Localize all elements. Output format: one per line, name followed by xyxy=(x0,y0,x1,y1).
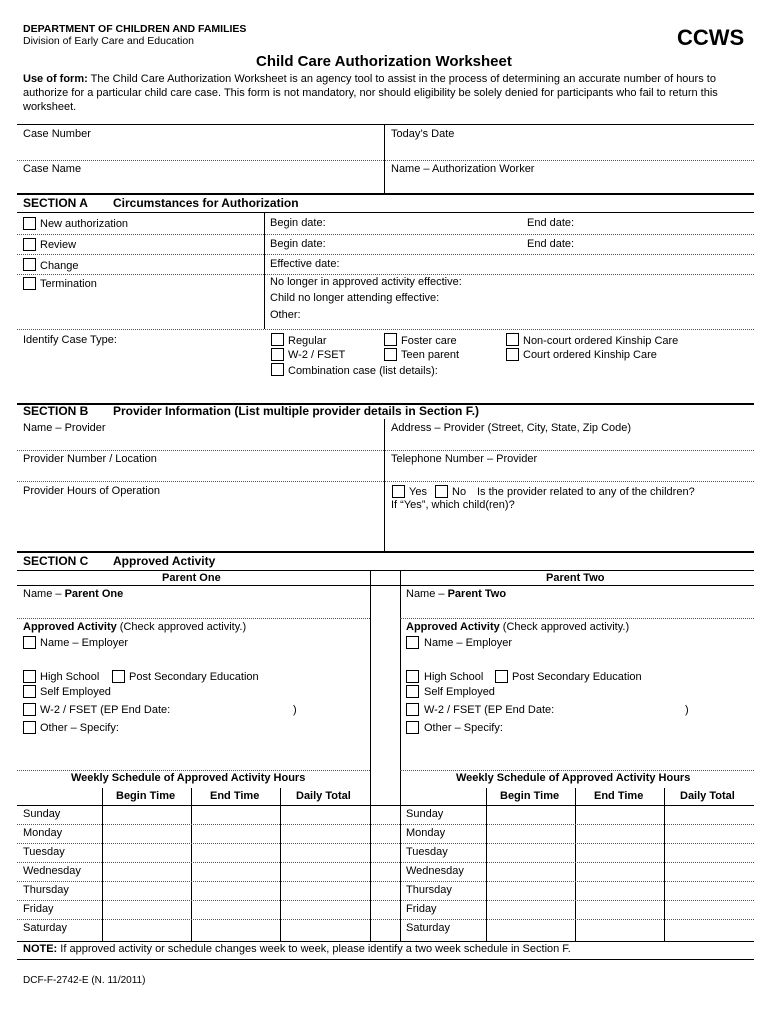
case-number-field[interactable]: Case Number xyxy=(23,128,91,140)
p1-other-label: Other – Specify: xyxy=(40,722,119,734)
p1-day-monday: Monday xyxy=(23,827,63,839)
form-code: CCWS xyxy=(677,25,745,50)
court-kinship-checkbox[interactable] xyxy=(506,348,519,361)
use-of-form-line-2: authorize for a particular child care case. This form is not mandatory, nor should eligibility be solely denied for participants who fail to return this xyxy=(23,87,718,99)
p1-begin-time-header: Begin Time xyxy=(116,790,176,802)
p2-w2-label: W-2 / FSET (EP End Date: xyxy=(424,704,555,716)
combination-case-label: Combination case (list details): xyxy=(288,365,438,377)
p1-w2-label: W-2 / FSET (EP End Date: xyxy=(40,704,171,716)
p1-high-school-checkbox[interactable] xyxy=(23,670,36,683)
w2-fset-checkbox[interactable] xyxy=(271,348,284,361)
parent-one-approved-activity: Approved Activity (Check approved activity.) xyxy=(23,621,247,633)
other-field[interactable]: Other: xyxy=(270,309,301,321)
p1-self-employed-label: Self Employed xyxy=(40,686,111,698)
p2-day-wednesday: Wednesday xyxy=(406,865,464,877)
section-a-title: Circumstances for Authorization xyxy=(113,196,299,210)
noncourt-kinship-label: Non-court ordered Kinship Care xyxy=(523,335,679,347)
p2-begin-time-header: Begin Time xyxy=(500,790,560,802)
p1-other-checkbox[interactable] xyxy=(23,721,36,734)
parent-two-approved-activity: Approved Activity (Check approved activity.) xyxy=(406,621,630,633)
use-of-form-line-3: worksheet. xyxy=(23,101,77,113)
teen-parent-checkbox[interactable] xyxy=(384,348,397,361)
p1-employer-checkbox[interactable] xyxy=(23,636,36,649)
w2-fset-label: W-2 / FSET xyxy=(288,349,346,361)
which-children-field[interactable]: If “Yes”, which child(ren)? xyxy=(391,499,515,511)
division-name: Division of Early Care and Education xyxy=(23,35,195,47)
p2-self-employed-checkbox[interactable] xyxy=(406,685,419,698)
section-c-label: SECTION C xyxy=(23,554,89,568)
p2-w2-close: ) xyxy=(685,704,689,716)
todays-date-field[interactable]: Today’s Date xyxy=(391,128,455,140)
parent-one-header: Parent One xyxy=(162,572,221,584)
termination-checkbox[interactable] xyxy=(23,277,36,290)
case-name-field[interactable]: Case Name xyxy=(23,163,82,175)
termination-label: Termination xyxy=(40,278,97,290)
p2-day-tuesday: Tuesday xyxy=(406,846,448,858)
p1-w2-checkbox[interactable] xyxy=(23,703,36,716)
p2-end-time-header: End Time xyxy=(594,790,644,802)
p2-schedule-title: Weekly Schedule of Approved Activity Hours xyxy=(456,772,691,784)
p2-other-checkbox[interactable] xyxy=(406,721,419,734)
p2-self-employed-label: Self Employed xyxy=(424,686,495,698)
p1-day-saturday: Saturday xyxy=(23,922,68,934)
p2-employer-label: Name – Employer xyxy=(424,637,513,649)
p1-daily-total-header: Daily Total xyxy=(296,790,351,802)
noncourt-kinship-checkbox[interactable] xyxy=(506,333,519,346)
note: NOTE: If approved activity or schedule changes week to week, please identify a two week schedule in Section F. xyxy=(23,943,571,955)
new-auth-end-date[interactable]: End date: xyxy=(527,217,575,229)
p2-post-secondary-label: Post Secondary Education xyxy=(512,671,642,683)
p2-other-label: Other – Specify: xyxy=(424,722,503,734)
related-question: Is the provider related to any of the children? xyxy=(477,486,695,498)
section-c-title: Approved Activity xyxy=(113,554,216,568)
related-yes-label: Yes xyxy=(409,486,427,498)
department-name: DEPARTMENT OF CHILDREN AND FAMILIES xyxy=(23,23,247,35)
regular-label: Regular xyxy=(288,335,327,347)
p2-day-saturday: Saturday xyxy=(406,922,451,934)
review-checkbox[interactable] xyxy=(23,238,36,251)
effective-date-field[interactable]: Effective date: xyxy=(270,258,340,270)
review-end-date[interactable]: End date: xyxy=(527,238,575,250)
related-yes-checkbox[interactable] xyxy=(392,485,405,498)
provider-hours-field[interactable]: Provider Hours of Operation xyxy=(23,485,160,497)
p2-daily-total-header: Daily Total xyxy=(680,790,735,802)
parent-two-name-field[interactable]: Name – Parent Two xyxy=(406,588,507,600)
foster-care-label: Foster care xyxy=(401,335,457,347)
provider-address-field[interactable]: Address – Provider (Street, City, State, Zip Code) xyxy=(391,422,632,434)
page-title: Child Care Authorization Worksheet xyxy=(256,53,512,70)
p1-employer-label: Name – Employer xyxy=(40,637,129,649)
p2-high-school-checkbox[interactable] xyxy=(406,670,419,683)
related-no-checkbox[interactable] xyxy=(435,485,448,498)
teen-parent-label: Teen parent xyxy=(401,349,460,361)
new-authorization-checkbox[interactable] xyxy=(23,217,36,230)
review-begin-date[interactable]: Begin date: xyxy=(270,238,326,250)
section-b-label: SECTION B xyxy=(23,404,89,418)
p1-schedule-title: Weekly Schedule of Approved Activity Hours xyxy=(71,772,306,784)
child-no-longer-attending-field[interactable]: Child no longer attending effective: xyxy=(270,292,440,304)
p2-w2-checkbox[interactable] xyxy=(406,703,419,716)
p1-day-friday: Friday xyxy=(23,903,54,915)
p2-post-secondary-checkbox[interactable] xyxy=(495,670,508,683)
change-label: Change xyxy=(40,260,79,272)
related-no-label: No xyxy=(452,486,467,498)
use-of-form-line-1: Use of form: The Child Care Authorization Worksheet is an agency tool to assist in the process of determining an accurate number of hours to xyxy=(23,73,716,85)
p2-day-friday: Friday xyxy=(406,903,437,915)
provider-phone-field[interactable]: Telephone Number – Provider xyxy=(391,453,538,465)
p2-day-sunday: Sunday xyxy=(406,808,444,820)
p1-post-secondary-checkbox[interactable] xyxy=(112,670,125,683)
p1-post-secondary-label: Post Secondary Education xyxy=(129,671,259,683)
case-type-label: Identify Case Type: xyxy=(23,334,117,346)
provider-name-field[interactable]: Name – Provider xyxy=(23,422,106,434)
p2-employer-checkbox[interactable] xyxy=(406,636,419,649)
p1-self-employed-checkbox[interactable] xyxy=(23,685,36,698)
regular-checkbox[interactable] xyxy=(271,333,284,346)
p1-day-thursday: Thursday xyxy=(23,884,69,896)
p2-high-school-label: High School xyxy=(424,671,484,683)
foster-care-checkbox[interactable] xyxy=(384,333,397,346)
p1-high-school-label: High School xyxy=(40,671,100,683)
p2-day-monday: Monday xyxy=(406,827,446,839)
no-longer-activity-field[interactable]: No longer in approved activity effective: xyxy=(270,276,462,288)
court-kinship-label: Court ordered Kinship Care xyxy=(523,349,657,361)
p1-end-time-header: End Time xyxy=(210,790,260,802)
provider-number-field[interactable]: Provider Number / Location xyxy=(23,453,157,465)
p1-w2-close: ) xyxy=(293,704,297,716)
section-a-label: SECTION A xyxy=(23,196,88,210)
combination-case-checkbox[interactable] xyxy=(271,363,284,376)
section-b-title: Provider Information (List multiple provider details in Section F.) xyxy=(113,404,480,418)
new-authorization-label: New authorization xyxy=(40,218,129,230)
review-label: Review xyxy=(40,239,77,251)
parent-one-name-field[interactable]: Name – Parent One xyxy=(23,588,124,600)
parent-two-header: Parent Two xyxy=(546,572,605,584)
p2-day-thursday: Thursday xyxy=(406,884,452,896)
p1-day-wednesday: Wednesday xyxy=(23,865,81,877)
form-number: DCF-F-2742-E (N. 11/2011) xyxy=(23,975,146,986)
p1-day-tuesday: Tuesday xyxy=(23,846,65,858)
change-checkbox[interactable] xyxy=(23,258,36,271)
authorization-worker-field[interactable]: Name – Authorization Worker xyxy=(391,163,535,175)
new-auth-begin-date[interactable]: Begin date: xyxy=(270,217,326,229)
p1-day-sunday: Sunday xyxy=(23,808,61,820)
